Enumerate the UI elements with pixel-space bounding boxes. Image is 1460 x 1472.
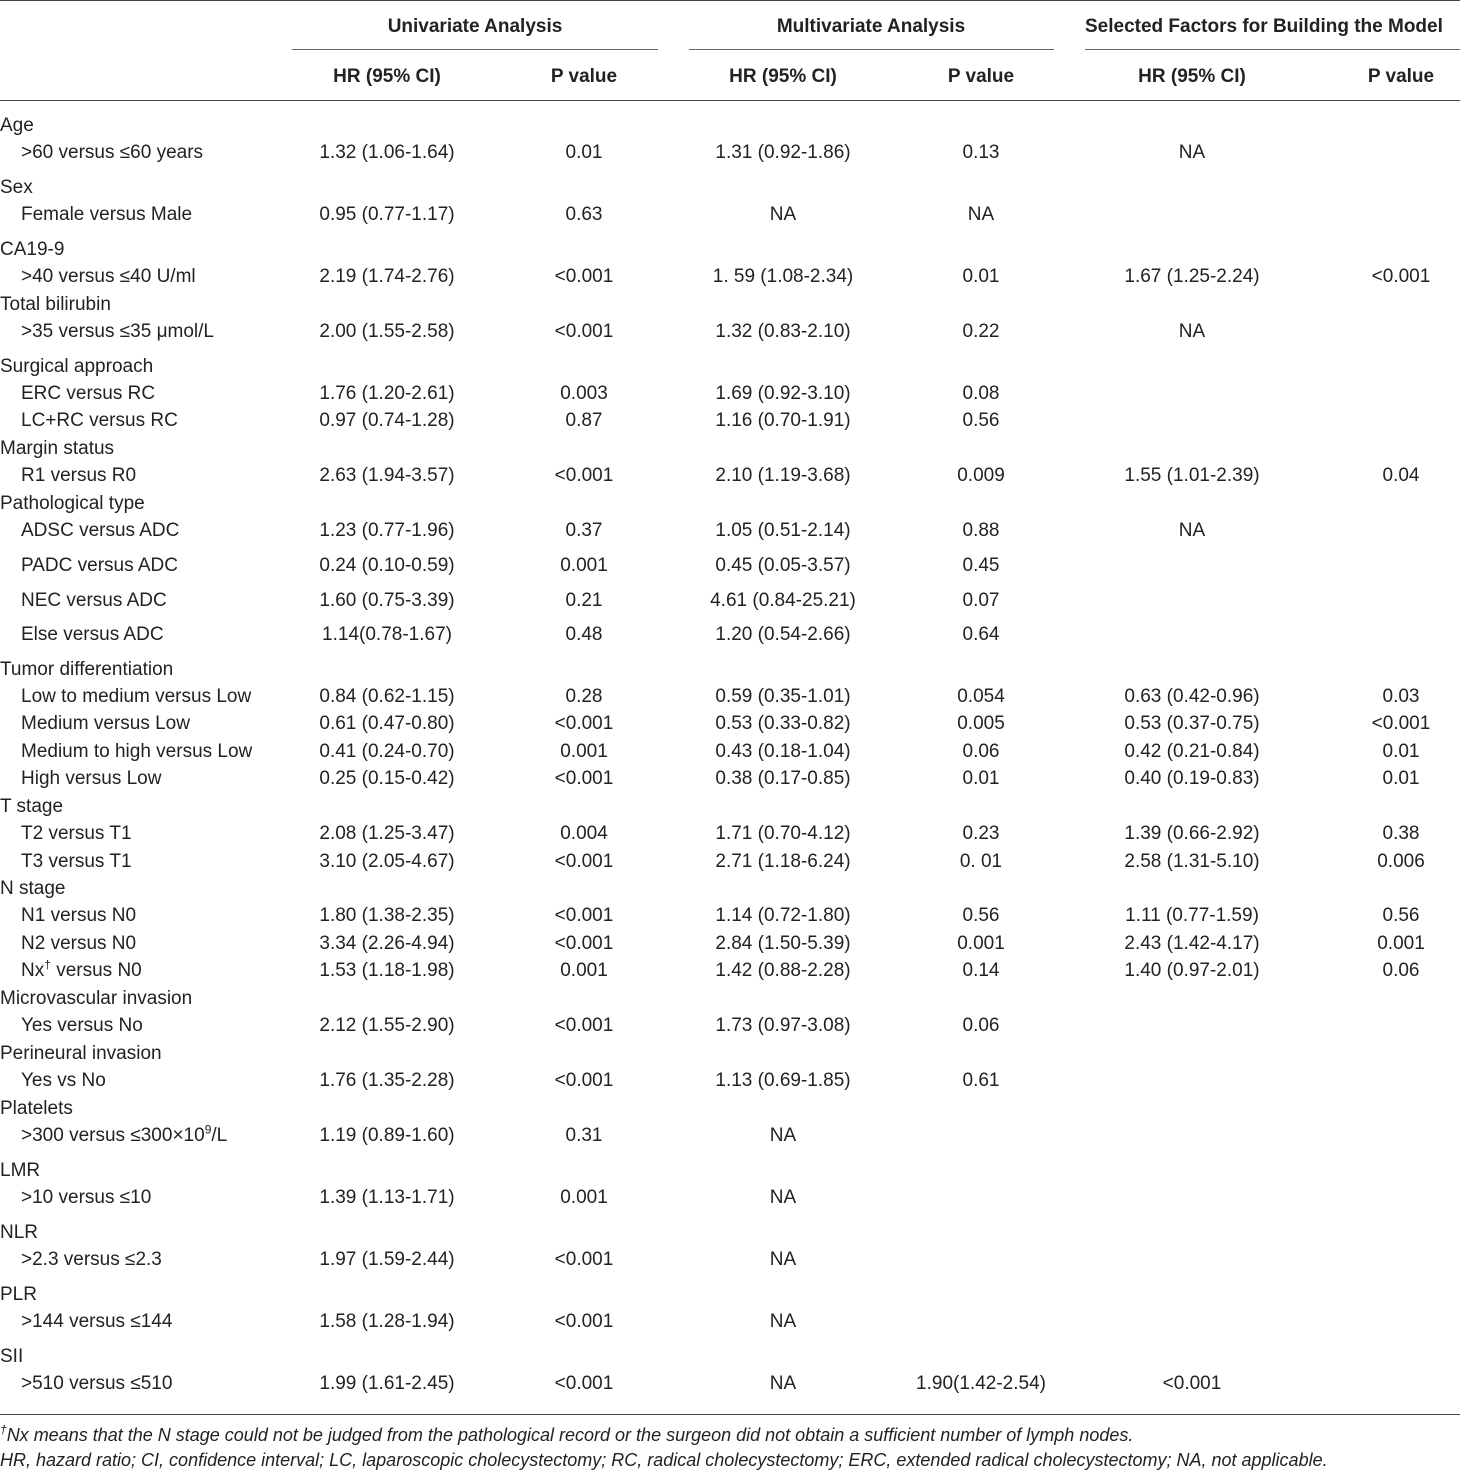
cell-selected-hr: 0.63 (0.42-0.96) — [1124, 686, 1260, 707]
cell-selected-p: 0.06 — [1382, 960, 1420, 981]
cell-selected-hr: 0.42 (0.21-0.84) — [1124, 741, 1260, 762]
col-header-m-hr: HR (95% CI) — [729, 66, 837, 87]
comparison-label: PADC versus ADC — [21, 555, 178, 576]
cell-univariate-p: 0.004 — [560, 823, 608, 844]
cell-univariate-hr: 2.63 (1.94-3.57) — [319, 465, 455, 486]
comparison-label: T3 versus T1 — [21, 851, 132, 872]
cell-univariate-p: <0.001 — [554, 1373, 614, 1394]
cell-multivariate-hr: 1.05 (0.51-2.14) — [715, 520, 851, 541]
variable-label: Tumor differentiation — [0, 659, 174, 680]
comparison-label: >60 versus ≤60 years — [21, 142, 204, 163]
footnote-abbreviations: HR, hazard ratio; CI, confidence interval; LC, laparoscopic cholecystectomy; RC, radical cholecystectomy; ERC, extended radical cholecystectomy; NA, not applicable. — [0, 1450, 1328, 1470]
cell-selected-hr: 1.67 (1.25-2.24) — [1124, 266, 1260, 287]
cell-univariate-p: 0.28 — [565, 686, 603, 707]
cell-multivariate-hr: 1.31 (0.92-1.86) — [715, 142, 851, 163]
group-underline-multivariate — [689, 49, 1054, 50]
cell-univariate-hr: 1.32 (1.06-1.64) — [319, 142, 455, 163]
comparison-label: N1 versus N0 — [21, 905, 137, 926]
cell-multivariate-hr: 1.20 (0.54-2.66) — [715, 624, 851, 645]
cell-univariate-p: <0.001 — [554, 1311, 614, 1332]
cell-selected-p: 0.56 — [1382, 905, 1420, 926]
cell-multivariate-hr: 1.16 (0.70-1.91) — [715, 410, 851, 431]
cell-multivariate-hr: NA — [769, 1187, 797, 1208]
cell-selected-p: 0.001 — [1377, 933, 1425, 954]
variable-label: LMR — [0, 1160, 41, 1181]
cell-univariate-p: <0.001 — [554, 465, 614, 486]
cell-univariate-hr: 0.84 (0.62-1.15) — [319, 686, 455, 707]
cell-selected-p: <0.001 — [1371, 266, 1431, 287]
cell-univariate-hr: 0.25 (0.15-0.42) — [319, 768, 455, 789]
cell-multivariate-p: 0.56 — [962, 410, 1000, 431]
variable-label: SII — [0, 1346, 24, 1367]
cell-multivariate-p: 0.06 — [962, 1015, 1000, 1036]
group-underline-univariate — [292, 49, 658, 50]
cell-selected-p: 0.01 — [1382, 741, 1420, 762]
comparison-label: >40 versus ≤40 U/ml — [21, 266, 196, 287]
cell-multivariate-p: 1.90(1.42-2.54) — [916, 1373, 1046, 1394]
cell-multivariate-hr: 4.61 (0.84-25.21) — [710, 590, 856, 611]
cell-univariate-hr: 1.39 (1.13-1.71) — [319, 1187, 455, 1208]
cell-selected-hr: 0.40 (0.19-0.83) — [1124, 768, 1260, 789]
cell-univariate-p: <0.001 — [554, 321, 614, 342]
cell-univariate-hr: 1.58 (1.28-1.94) — [319, 1311, 455, 1332]
cell-multivariate-p: 0.13 — [962, 142, 1000, 163]
cell-univariate-p: <0.001 — [554, 851, 614, 872]
cell-multivariate-hr: 1.42 (0.88-2.28) — [715, 960, 851, 981]
header-rule — [0, 100, 1460, 101]
cell-multivariate-p: 0.64 — [962, 624, 1000, 645]
cell-selected-p: 0.38 — [1382, 823, 1420, 844]
variable-label: T stage — [0, 796, 64, 817]
variable-label: CA19-9 — [0, 239, 65, 260]
cell-multivariate-p: 0.01 — [962, 768, 1000, 789]
bottom-rule — [0, 1414, 1460, 1415]
comparison-label: >144 versus ≤144 — [21, 1311, 173, 1332]
cell-multivariate-hr: 0.43 (0.18-1.04) — [715, 741, 851, 762]
cell-univariate-p: <0.001 — [554, 713, 614, 734]
group-header-multivariate: Multivariate Analysis — [776, 16, 966, 37]
cell-multivariate-hr: 0.45 (0.05-3.57) — [715, 555, 851, 576]
cell-univariate-hr: 1.53 (1.18-1.98) — [319, 960, 455, 981]
cell-multivariate-p: 0.06 — [962, 741, 1000, 762]
variable-label: Microvascular invasion — [0, 988, 193, 1009]
footnote-nx-text: Nx means that the N stage could not be judged from the pathological record or the surgeon did not obtain a sufficient number of lymph nodes. — [6, 1425, 1134, 1445]
comparison-label: ADSC versus ADC — [21, 520, 180, 541]
cell-selected-hr: 1.40 (0.97-2.01) — [1124, 960, 1260, 981]
cell-multivariate-hr: NA — [769, 1249, 797, 1270]
col-header-u-p: P value — [550, 66, 618, 87]
cell-multivariate-p: 0.22 — [962, 321, 1000, 342]
cell-selected-p: 0.03 — [1382, 686, 1420, 707]
cell-multivariate-hr: 1.69 (0.92-3.10) — [715, 383, 851, 404]
comparison-label: LC+RC versus RC — [21, 410, 178, 431]
group-header-selected: Selected Factors for Building the Model — [1085, 16, 1443, 37]
cell-univariate-p: 0.31 — [565, 1125, 603, 1146]
top-rule — [0, 0, 1460, 1]
cell-multivariate-p: 0.07 — [962, 590, 1000, 611]
cell-multivariate-hr: 1.14 (0.72-1.80) — [715, 905, 851, 926]
cell-selected-hr: NA — [1178, 520, 1206, 541]
footnote-nx — [0, 1425, 1133, 1446]
cell-multivariate-p: 0. 01 — [959, 851, 1003, 872]
cell-selected-hr: 2.58 (1.31-5.10) — [1124, 851, 1260, 872]
cell-univariate-hr: 0.97 (0.74-1.28) — [319, 410, 455, 431]
cell-univariate-p: 0.01 — [565, 142, 603, 163]
cell-multivariate-p: 0.61 — [962, 1070, 1000, 1091]
variable-label: NLR — [0, 1222, 39, 1243]
cell-univariate-p: 0.48 — [565, 624, 603, 645]
col-header-m-p: P value — [947, 66, 1015, 87]
cell-univariate-p: 0.87 — [565, 410, 603, 431]
cell-multivariate-p: 0.009 — [957, 465, 1005, 486]
cell-selected-hr: 1.11 (0.77-1.59) — [1125, 905, 1259, 926]
cell-selected-hr: NA — [1178, 321, 1206, 342]
cell-multivariate-hr: NA — [769, 204, 797, 225]
cell-univariate-hr: 3.10 (2.05-4.67) — [319, 851, 455, 872]
cell-multivariate-hr: 0.38 (0.17-0.85) — [715, 768, 851, 789]
cell-univariate-p: 0.001 — [560, 555, 608, 576]
cell-selected-hr: 0.53 (0.37-0.75) — [1124, 713, 1260, 734]
group-header-univariate: Univariate Analysis — [387, 16, 563, 37]
comparison-label: High versus Low — [21, 768, 162, 789]
comparison-label: ERC versus RC — [21, 383, 156, 404]
cell-univariate-p: 0.001 — [560, 1187, 608, 1208]
cell-multivariate-hr: 0.53 (0.33-0.82) — [715, 713, 851, 734]
cell-univariate-hr: 0.61 (0.47-0.80) — [319, 713, 455, 734]
comparison-label: N2 versus N0 — [21, 933, 137, 954]
cell-multivariate-hr: NA — [769, 1125, 797, 1146]
comparison-label: Low to medium versus Low — [21, 686, 252, 707]
cell-univariate-p: <0.001 — [554, 905, 614, 926]
cell-selected-p: 0.04 — [1382, 465, 1420, 486]
comparison-label: Nx† versus N0 — [21, 957, 142, 981]
cell-multivariate-hr: 2.10 (1.19-3.68) — [715, 465, 851, 486]
cell-selected-p: <0.001 — [1371, 713, 1431, 734]
cell-multivariate-hr: 1.13 (0.69-1.85) — [715, 1070, 851, 1091]
cell-multivariate-p: 0.005 — [957, 713, 1005, 734]
variable-label: Platelets — [0, 1098, 73, 1119]
comparison-label: >2.3 versus ≤2.3 — [21, 1249, 162, 1270]
comparison-label: NEC versus ADC — [21, 590, 167, 611]
cell-multivariate-hr: NA — [769, 1311, 797, 1332]
cell-univariate-p: <0.001 — [554, 768, 614, 789]
cell-multivariate-p: 0.88 — [962, 520, 1000, 541]
cell-univariate-p: <0.001 — [554, 1070, 614, 1091]
cell-univariate-p: 0.21 — [565, 590, 603, 611]
cell-multivariate-p: 0.054 — [957, 686, 1005, 707]
cell-selected-p: 0.01 — [1382, 768, 1420, 789]
cell-univariate-hr: 2.08 (1.25-3.47) — [319, 823, 455, 844]
cell-multivariate-p: NA — [967, 204, 995, 225]
cell-univariate-hr: 1.76 (1.35-2.28) — [319, 1070, 455, 1091]
cell-univariate-hr: 1.14(0.78-1.67) — [322, 624, 452, 645]
comparison-label: Yes versus No — [21, 1015, 143, 1036]
comparison-label: T2 versus T1 — [21, 823, 132, 844]
cell-univariate-hr: 1.99 (1.61-2.45) — [319, 1373, 455, 1394]
cell-univariate-p: <0.001 — [554, 266, 614, 287]
variable-label: N stage — [0, 878, 66, 899]
cell-univariate-hr: 0.24 (0.10-0.59) — [319, 555, 455, 576]
cell-univariate-hr: 2.00 (1.55-2.58) — [319, 321, 455, 342]
cell-multivariate-hr: 1.73 (0.97-3.08) — [715, 1015, 851, 1036]
cell-univariate-hr: 2.19 (1.74-2.76) — [319, 266, 455, 287]
variable-label: Age — [0, 115, 34, 136]
cell-selected-hr: 1.39 (0.66-2.92) — [1124, 823, 1260, 844]
cell-selected-hr: 2.43 (1.42-4.17) — [1124, 933, 1260, 954]
cell-multivariate-p: 0.08 — [962, 383, 1000, 404]
cell-univariate-p: 0.63 — [565, 204, 603, 225]
cell-univariate-hr: 1.60 (0.75-3.39) — [319, 590, 455, 611]
col-header-u-hr: HR (95% CI) — [333, 66, 441, 87]
cell-univariate-p: 0.37 — [565, 520, 603, 541]
cell-multivariate-hr: 1.32 (0.83-2.10) — [715, 321, 851, 342]
cell-univariate-hr: 1.19 (0.89-1.60) — [319, 1125, 455, 1146]
col-header-s-hr: HR (95% CI) — [1138, 66, 1246, 87]
cell-univariate-hr: 2.12 (1.55-2.90) — [319, 1015, 455, 1036]
comparison-label: >300 versus $\le 300\times 10^9/L$ — [21, 1122, 228, 1146]
variable-label: Margin status — [0, 438, 115, 459]
variable-label: PLR — [0, 1284, 37, 1305]
cell-multivariate-p: 0.01 — [962, 266, 1000, 287]
cell-univariate-hr: 1.76 (1.20-2.61) — [319, 383, 455, 404]
cell-multivariate-hr: 2.84 (1.50-5.39) — [715, 933, 851, 954]
cell-multivariate-p: 0.001 — [957, 933, 1005, 954]
comparison-label: >510 versus ≤510 — [21, 1373, 173, 1394]
cell-multivariate-hr: NA — [769, 1373, 797, 1394]
cell-univariate-hr: 0.95 (0.77-1.17) — [319, 204, 455, 225]
footnote-dagger: † — [0, 1423, 7, 1437]
cell-univariate-hr: 1.97 (1.59-2.44) — [319, 1249, 455, 1270]
comparison-label: R1 versus R0 — [21, 465, 137, 486]
cell-univariate-p: 0.001 — [560, 960, 608, 981]
cell-univariate-hr: 1.23 (0.77-1.96) — [319, 520, 455, 541]
cell-multivariate-hr: 2.71 (1.18-6.24) — [715, 851, 851, 872]
comparison-label: Medium versus Low — [21, 713, 190, 734]
comparison-label: Yes vs No — [21, 1070, 106, 1091]
variable-label: Pathological type — [0, 493, 145, 514]
cell-multivariate-hr: 1.71 (0.70-4.12) — [715, 823, 851, 844]
cell-multivariate-p: 0.56 — [962, 905, 1000, 926]
cell-multivariate-hr: 0.59 (0.35-1.01) — [715, 686, 851, 707]
cell-univariate-p: <0.001 — [554, 1249, 614, 1270]
variable-label: Surgical approach — [0, 356, 154, 377]
variable-label: Perineural invasion — [0, 1043, 162, 1064]
cell-univariate-p: 0.003 — [560, 383, 608, 404]
variable-label: Sex — [0, 177, 33, 198]
cell-multivariate-hr: 1. 59 (1.08-2.34) — [712, 266, 854, 287]
group-underline-selected — [1085, 49, 1460, 50]
cell-univariate-hr: 1.80 (1.38-2.35) — [319, 905, 455, 926]
comparison-label: >35 versus ≤35 μmol/L — [21, 321, 214, 342]
cell-univariate-p: 0.001 — [560, 741, 608, 762]
comparison-label: >10 versus ≤10 — [21, 1187, 152, 1208]
comparison-label: Else versus ADC — [21, 624, 164, 645]
cell-univariate-p: <0.001 — [554, 1015, 614, 1036]
cell-selected-p: 0.006 — [1377, 851, 1425, 872]
comparison-label: Medium to high versus Low — [21, 741, 253, 762]
cell-univariate-p: <0.001 — [554, 933, 614, 954]
comparison-label: Female versus Male — [21, 204, 193, 225]
cell-multivariate-p: 0.45 — [962, 555, 1000, 576]
cell-multivariate-p: 0.14 — [962, 960, 1000, 981]
variable-label: Total bilirubin — [0, 294, 111, 315]
cell-selected-hr: 1.55 (1.01-2.39) — [1124, 465, 1260, 486]
cell-univariate-hr: 3.34 (2.26-4.94) — [319, 933, 455, 954]
cell-multivariate-p: 0.23 — [962, 823, 1000, 844]
cell-univariate-hr: 0.41 (0.24-0.70) — [319, 741, 455, 762]
col-header-s-p: P value — [1367, 66, 1435, 87]
cell-selected-hr: <0.001 — [1162, 1373, 1222, 1394]
cell-selected-hr: NA — [1178, 142, 1206, 163]
